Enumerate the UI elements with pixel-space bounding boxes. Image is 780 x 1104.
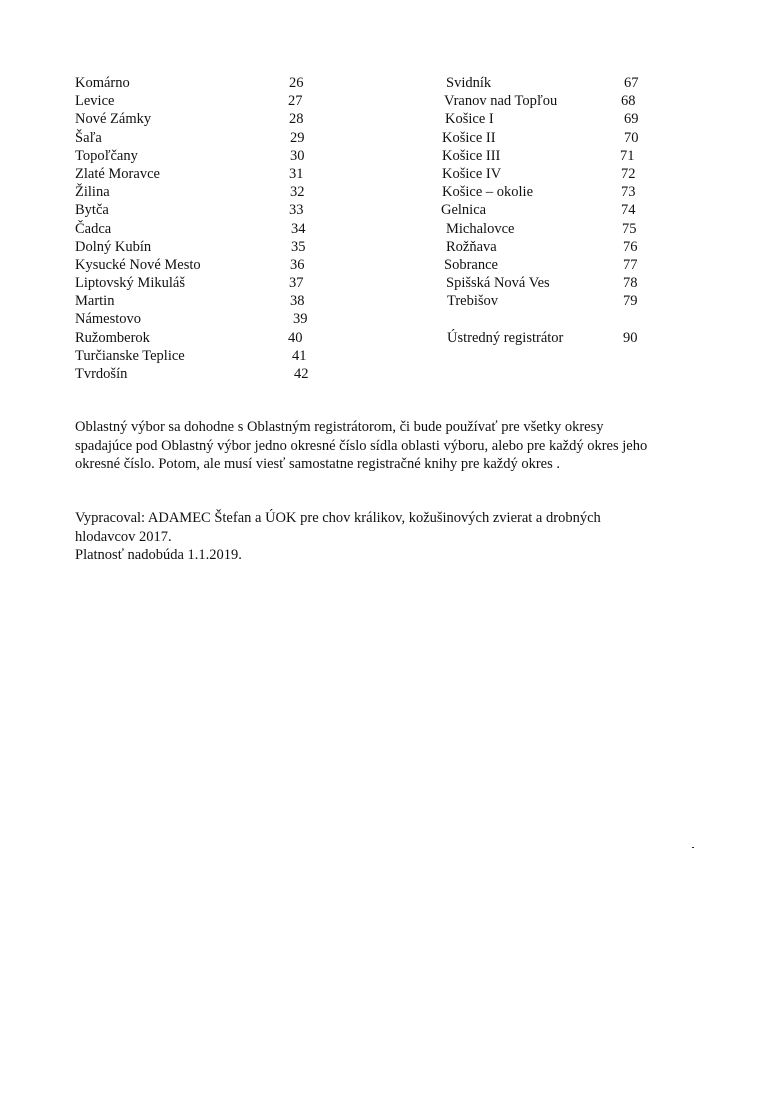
district-name: Nové Zámky [75,111,152,128]
district-code: 78 [623,275,638,292]
district-name: Ružomberok [75,329,150,346]
district-row [75,365,320,383]
district-name: Košice – okolie [442,184,534,201]
paragraph-line: spadajúce pod Oblastný výbor jedno okresné číslo sídla oblasti výboru, alebo pre každý okres jeho [75,437,648,454]
district-code: 28 [289,111,304,128]
district-list-left [75,74,320,383]
central-registrar-row [441,329,651,347]
district-list-right [441,74,651,347]
district-name: Liptovský Mikuláš [75,275,185,292]
district-code: 68 [621,93,636,110]
district-code: 70 [624,129,639,146]
district-code: 41 [292,347,307,364]
district-row [441,201,651,219]
district-code: 29 [290,129,305,146]
district-code: 31 [289,165,304,182]
district-name: Košice II [442,129,496,146]
district-code: 34 [291,220,306,237]
district-name: Košice IV [442,165,502,182]
district-name: Komárno [75,75,130,91]
paragraph-line: okresné číslo. Potom, ale musí viesť samostatne registračné knihy pre každý okres . [75,456,560,472]
district-code: 90 [623,329,638,346]
district-name: Levice [75,93,115,110]
district-row [75,201,320,219]
district-row [75,274,320,292]
district-row [75,256,320,274]
district-name: Vranov nad Topľou [444,93,558,110]
district-code: 33 [289,202,304,219]
district-row [75,329,320,347]
district-code: 42 [294,366,309,382]
district-row [441,147,651,165]
stray-mark [692,847,694,848]
district-name: Gelnica [441,202,487,219]
district-code: 37 [289,275,304,292]
district-name: Námestovo [75,311,142,328]
district-code: 71 [620,147,635,164]
district-code: 26 [289,75,304,91]
district-name: Žilina [75,184,110,201]
district-row [441,274,651,292]
district-row [75,92,320,110]
district-code: 30 [290,147,305,164]
district-row [441,110,651,128]
district-name: Tvrdošín [75,366,128,382]
district-name: Ústredný registrátor [447,329,564,346]
district-name: Dolný Kubín [75,238,152,255]
district-name: Rožňava [446,238,497,255]
district-row [441,256,651,274]
district-row [75,292,320,310]
district-name: Michalovce [446,220,515,237]
district-name: Turčianske Teplice [75,347,185,364]
author-line: hlodavcov 2017. [75,528,172,545]
district-row [75,74,320,92]
district-row [441,220,651,238]
validity-line: Platnosť nadobúda 1.1.2019. [75,547,242,563]
district-name: Svidník [446,75,492,91]
district-name: Sobrance [444,256,498,273]
district-row [75,147,320,165]
district-code: 67 [624,75,639,91]
district-name: Martin [75,293,115,310]
district-code: 27 [288,93,303,110]
district-row [75,183,320,201]
district-code: 75 [622,220,637,237]
district-row [441,129,651,147]
district-row [441,74,651,92]
district-row [75,347,320,365]
district-row [75,220,320,238]
district-code: 72 [621,165,636,182]
district-row [441,92,651,110]
district-code: 74 [621,202,636,219]
district-name: Zlaté Moravce [75,165,160,182]
district-code: 69 [624,111,639,128]
author-line: Vypracoval: ADAMEC Štefan a ÚOK pre chov králikov, kožušinových zvierat a drobných [75,510,601,526]
district-code: 73 [621,184,636,201]
district-code: 76 [623,238,638,255]
district-row [75,110,320,128]
district-name: Čadca [75,220,112,237]
district-row [75,238,320,256]
list-spacer [441,310,651,328]
author-validity-paragraph [75,509,735,565]
district-code: 40 [288,329,303,346]
district-row [75,310,320,328]
district-name: Bytča [75,202,109,219]
district-row [441,165,651,183]
district-row [441,183,651,201]
district-name: Šaľa [75,129,102,146]
district-code: 39 [293,311,308,328]
district-code: 77 [623,256,638,273]
agreement-paragraph [75,418,735,474]
district-code: 35 [291,238,306,255]
district-name: Košice I [445,111,494,128]
district-row [75,129,320,147]
district-code: 32 [290,184,305,201]
district-name: Topoľčany [75,147,138,164]
district-row [441,238,651,256]
district-row [441,292,651,310]
district-name: Kysucké Nové Mesto [75,256,201,273]
district-code: 38 [290,293,305,310]
district-code: 36 [290,256,305,273]
paragraph-line: Oblastný výbor sa dohodne s Oblastným registrátorom, či bude používať pre všetky okresy [75,419,604,435]
district-name: Trebišov [447,293,499,310]
district-name: Spišská Nová Ves [446,275,550,292]
district-row [75,165,320,183]
district-name: Košice III [442,147,501,164]
district-code: 79 [623,293,638,310]
